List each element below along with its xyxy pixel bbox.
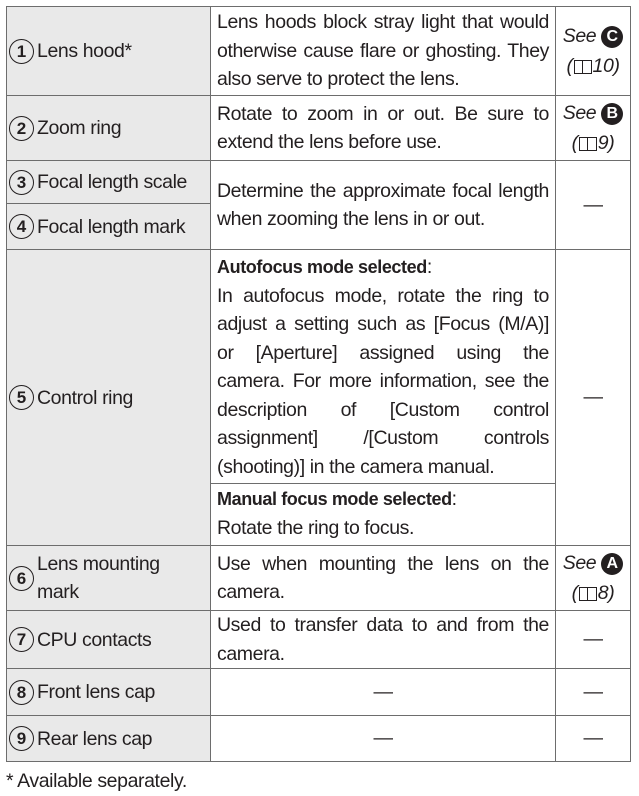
page-reference: — (556, 716, 631, 762)
footnote: * Available separately. (6, 770, 187, 792)
book-icon (579, 137, 597, 151)
circled-number: 4 (9, 214, 34, 239)
table-row (7, 96, 631, 161)
part-description: Use when mounting the lens on the camera. (211, 546, 556, 611)
table-row (7, 716, 631, 762)
part-name (7, 96, 211, 161)
circled-number: 2 (9, 116, 34, 141)
part-description: Used to transfer data to and from the camera. (211, 611, 556, 669)
part-name (7, 546, 211, 611)
part-description: — (211, 669, 556, 716)
part-name (7, 669, 211, 716)
circled-number: 8 (9, 680, 34, 705)
page-reference: — (556, 611, 631, 669)
part-label: Rear lens cap (37, 727, 153, 750)
table-row (7, 611, 631, 669)
table-row (7, 669, 631, 716)
page-reference: — (556, 250, 631, 546)
part-label: Zoom ring (37, 117, 122, 139)
page-reference: — (556, 669, 631, 716)
part-description: Rotate to zoom in or out. Be sure to extend the lens before use. (211, 96, 556, 161)
book-icon (579, 587, 597, 601)
autofocus-description: Autofocus mode selected: In autofocus mode, rotate the ring to adjust a setting such as [Focus (M/A)] or [Aperture] assigned using the camera. For more information, see the description of [Custom control assignment] /[Custom controls (shooting)] in the camera manual. (211, 250, 556, 484)
part-label: CPU contacts (37, 628, 152, 651)
part-label: Control ring (37, 386, 133, 409)
parts-table (6, 6, 631, 762)
part-label: Focal length mark (37, 215, 186, 238)
table-row (7, 546, 631, 611)
badge-icon: A (601, 553, 623, 575)
circled-number: 6 (9, 566, 34, 591)
part-name (7, 716, 211, 762)
part-name (7, 204, 211, 250)
part-label: Lens hood* (37, 40, 132, 62)
circled-number: 7 (9, 627, 34, 652)
part-name (7, 7, 211, 96)
manual-focus-description: Manual focus mode selected: Rotate the ring to focus. (211, 484, 556, 546)
circled-number: 9 (9, 726, 34, 751)
part-label: Focal length scale (37, 171, 187, 193)
part-label: Lens mounting mark (37, 553, 160, 603)
part-label: Front lens cap (37, 681, 155, 703)
page-reference: See C ( 10) (556, 7, 631, 96)
part-description: — (211, 716, 556, 762)
page-reference: — (556, 161, 631, 250)
part-description: Lens hoods block stray light that would otherwise cause flare or ghosting. They also serve to protect the lens. (211, 7, 556, 96)
part-name (7, 161, 211, 204)
circled-number: 5 (9, 385, 34, 410)
book-icon (574, 60, 592, 74)
badge-icon: C (601, 26, 623, 48)
table-row (7, 161, 631, 204)
part-name (7, 611, 211, 669)
circled-number: 1 (9, 39, 34, 64)
table-row (7, 250, 631, 484)
page-reference: See B ( 9) (556, 96, 631, 161)
circled-number: 3 (9, 170, 34, 195)
page-reference: See A ( 8) (556, 546, 631, 611)
badge-icon: B (601, 103, 623, 125)
part-description: Determine the approximate focal length when zooming the lens in or out. (211, 161, 556, 250)
table-row (7, 7, 631, 96)
part-name (7, 250, 211, 546)
